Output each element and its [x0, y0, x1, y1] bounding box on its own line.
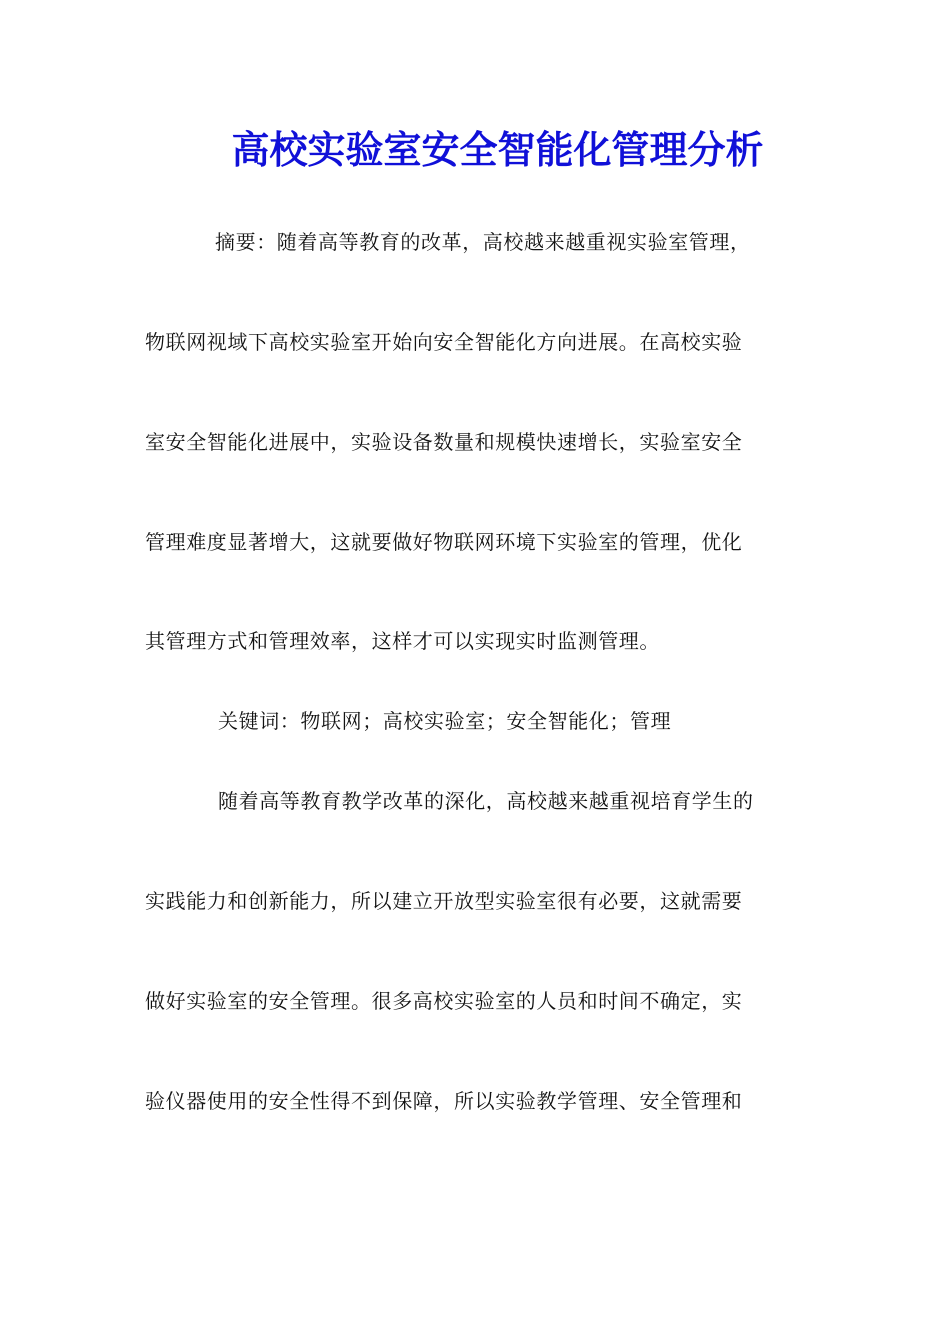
abstract-line-2: 物联网视域下高校实验室开始向安全智能化方向进展。在高校实验: [145, 330, 743, 354]
document-title: 高校实验室安全智能化管理分析: [231, 127, 764, 172]
body-line-3: 做好实验室的安全管理。很多高校实验室的人员和时间不确定，实: [145, 989, 743, 1013]
abstract-line-1: 摘要：随着高等教育的改革，高校越来越重视实验室管理，: [215, 230, 751, 254]
abstract-line-5: 其管理方式和管理效率，这样才可以实现实时监测管理。: [145, 629, 660, 653]
keywords-line: 关键词：物联网；高校实验室；安全智能化；管理: [218, 709, 672, 733]
body-line-2: 实践能力和创新能力，所以建立开放型实验室很有必要，这就需要: [145, 889, 743, 913]
body-line-1: 随着高等教育教学改革的深化，高校越来越重视培育学生的: [218, 789, 754, 813]
abstract-line-3: 室安全智能化进展中，实验设备数量和规模快速增长，实验室安全: [145, 430, 743, 454]
body-line-4: 验仪器使用的安全性得不到保障，所以实验教学管理、安全管理和: [145, 1089, 743, 1113]
abstract-line-4: 管理难度显著增大，这就要做好物联网环境下实验室的管理，优化: [145, 530, 743, 554]
